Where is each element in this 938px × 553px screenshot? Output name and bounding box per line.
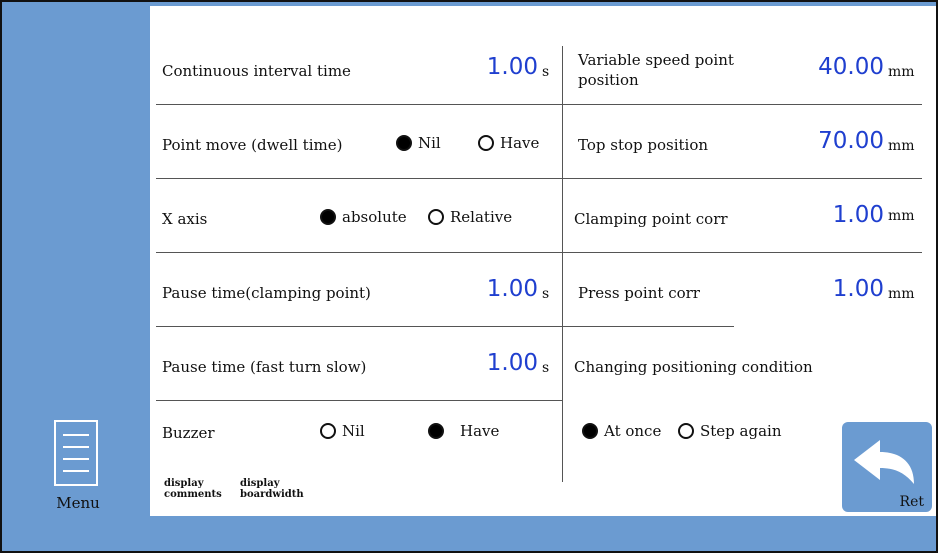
variable-speed-unit: mm xyxy=(888,64,915,80)
radio-selected-icon xyxy=(582,423,598,439)
divider xyxy=(562,104,922,105)
pause-clamping-unit: s xyxy=(542,286,550,302)
divider xyxy=(156,326,562,327)
divider xyxy=(156,400,562,401)
changing-at-once-radio[interactable] xyxy=(582,422,661,440)
x-axis-absolute-radio[interactable] xyxy=(320,208,407,226)
menu-icon xyxy=(54,420,98,486)
radio-label: Relative xyxy=(450,208,513,226)
clamping-corr-label: Clamping point corr xyxy=(574,210,728,228)
bottom-bar xyxy=(150,516,936,551)
radio-unselected-icon xyxy=(478,135,494,151)
radio-selected-icon xyxy=(428,423,444,439)
continuous-interval-unit: s xyxy=(542,64,550,80)
continuous-interval-label: Continuous interval time xyxy=(162,62,351,80)
clamping-corr-value[interactable]: 1.00 xyxy=(832,202,884,228)
press-corr-label: Press point corr xyxy=(578,284,700,302)
left-sidebar xyxy=(2,2,150,551)
radio-label: absolute xyxy=(342,208,407,226)
divider xyxy=(562,252,922,253)
radio-label: At once xyxy=(604,422,662,440)
press-corr-unit: mm xyxy=(888,286,915,302)
clamping-corr-unit: mm xyxy=(888,208,915,224)
pause-clamping-value[interactable]: 1.00 xyxy=(486,276,538,302)
top-stop-value[interactable]: 70.00 xyxy=(818,128,884,154)
x-axis-relative-radio[interactable] xyxy=(428,208,512,226)
changing-positioning-label: Changing positioning condition xyxy=(574,358,813,376)
menu-label: Menu xyxy=(56,494,100,512)
pause-fast-unit: s xyxy=(542,360,550,376)
pause-fast-label: Pause time (fast turn slow) xyxy=(162,358,367,376)
variable-speed-label: Variable speed point position xyxy=(578,51,734,89)
divider xyxy=(156,252,562,253)
radio-label: Nil xyxy=(418,134,441,152)
radio-unselected-icon xyxy=(320,423,336,439)
column-divider xyxy=(562,46,563,482)
radio-label: Have xyxy=(460,422,500,440)
radio-unselected-icon xyxy=(428,209,444,225)
radio-unselected-icon xyxy=(678,423,694,439)
radio-label: Have xyxy=(500,134,540,152)
divider xyxy=(562,178,922,179)
buzzer-nil-radio[interactable] xyxy=(320,422,365,440)
radio-selected-icon xyxy=(396,135,412,151)
x-axis-label: X axis xyxy=(162,210,208,228)
changing-step-again-radio[interactable] xyxy=(678,422,782,440)
display-comments-button[interactable]: display comments xyxy=(164,478,222,500)
point-move-nil-radio[interactable] xyxy=(396,134,441,152)
pause-clamping-label: Pause time(clamping point) xyxy=(162,284,371,302)
divider xyxy=(562,326,734,327)
top-stop-unit: mm xyxy=(888,138,915,154)
menu-button[interactable] xyxy=(50,416,106,516)
continuous-interval-value[interactable]: 1.00 xyxy=(486,54,538,80)
radio-label: Nil xyxy=(342,422,365,440)
divider xyxy=(156,178,562,179)
divider xyxy=(156,104,562,105)
top-stop-label: Top stop position xyxy=(578,136,709,154)
display-boardwidth-button[interactable]: display boardwidth xyxy=(240,478,304,500)
settings-panel xyxy=(150,6,936,516)
radio-label: Step again xyxy=(700,422,782,440)
press-corr-value[interactable]: 1.00 xyxy=(832,276,884,302)
return-button[interactable] xyxy=(842,422,932,512)
return-label: Ret xyxy=(899,494,924,510)
variable-speed-value[interactable]: 40.00 xyxy=(818,54,884,80)
point-move-label: Point move (dwell time) xyxy=(162,136,343,154)
radio-selected-icon xyxy=(320,209,336,225)
buzzer-have-radio[interactable] xyxy=(428,422,499,440)
point-move-have-radio[interactable] xyxy=(478,134,539,152)
pause-fast-value[interactable]: 1.00 xyxy=(486,350,538,376)
buzzer-label: Buzzer xyxy=(162,424,215,442)
